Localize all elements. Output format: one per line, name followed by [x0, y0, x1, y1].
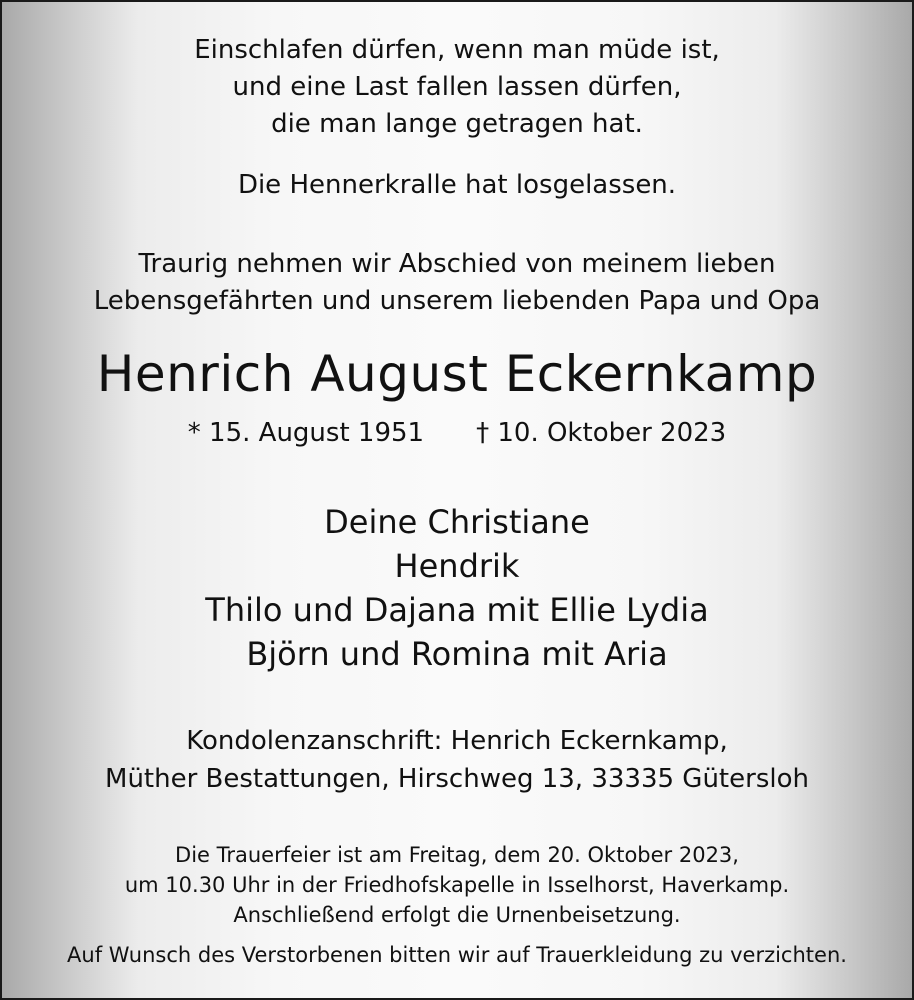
intro-line: Traurig nehmen wir Abschied von meinem lieben [138, 249, 776, 279]
family-member: Deine Christiane [324, 503, 590, 541]
ceremony-line: um 10.30 Uhr in der Friedhofskapelle in Isselhorst, Haverkamp. [124, 873, 790, 897]
deceased-name: Henrich August Eckernkamp [96, 345, 818, 403]
ceremony-line: Die Trauerfeier ist am Freitag, dem 20. Oktober 2023, [175, 843, 739, 867]
nickname-line: Die Hennerkralle hat losgelassen. [237, 170, 677, 200]
poem-line: und eine Last fallen lassen dürfen, [232, 72, 682, 102]
poem-line: Einschlafen dürfen, wenn man müde ist, [194, 35, 720, 65]
death-date: † 10. Oktober 2023 [476, 418, 727, 448]
family-member: Björn und Romina mit Aria [246, 635, 668, 673]
ceremony-line: Anschließend erfolgt die Urnenbeisetzung. [233, 903, 681, 927]
condolence-address-line: Kondolenzanschrift: Henrich Eckernkamp, [186, 726, 728, 756]
poem-line: die man lange getragen hat. [271, 109, 643, 139]
closing-request: Auf Wunsch des Verstorbenen bitten wir auf Trauerkleidung zu verzichten. [67, 943, 847, 967]
birth-date: * 15. August 1951 [187, 418, 425, 448]
family-member: Thilo und Dajana mit Ellie Lydia [205, 591, 709, 629]
life-dates [2, 418, 912, 448]
family-member: Hendrik [394, 547, 520, 585]
intro-line: Lebensgefährten und unserem liebenden Papa und Opa [93, 286, 821, 316]
condolence-address-line: Müther Bestattungen, Hirschweg 13, 33335 Gütersloh [105, 764, 809, 794]
